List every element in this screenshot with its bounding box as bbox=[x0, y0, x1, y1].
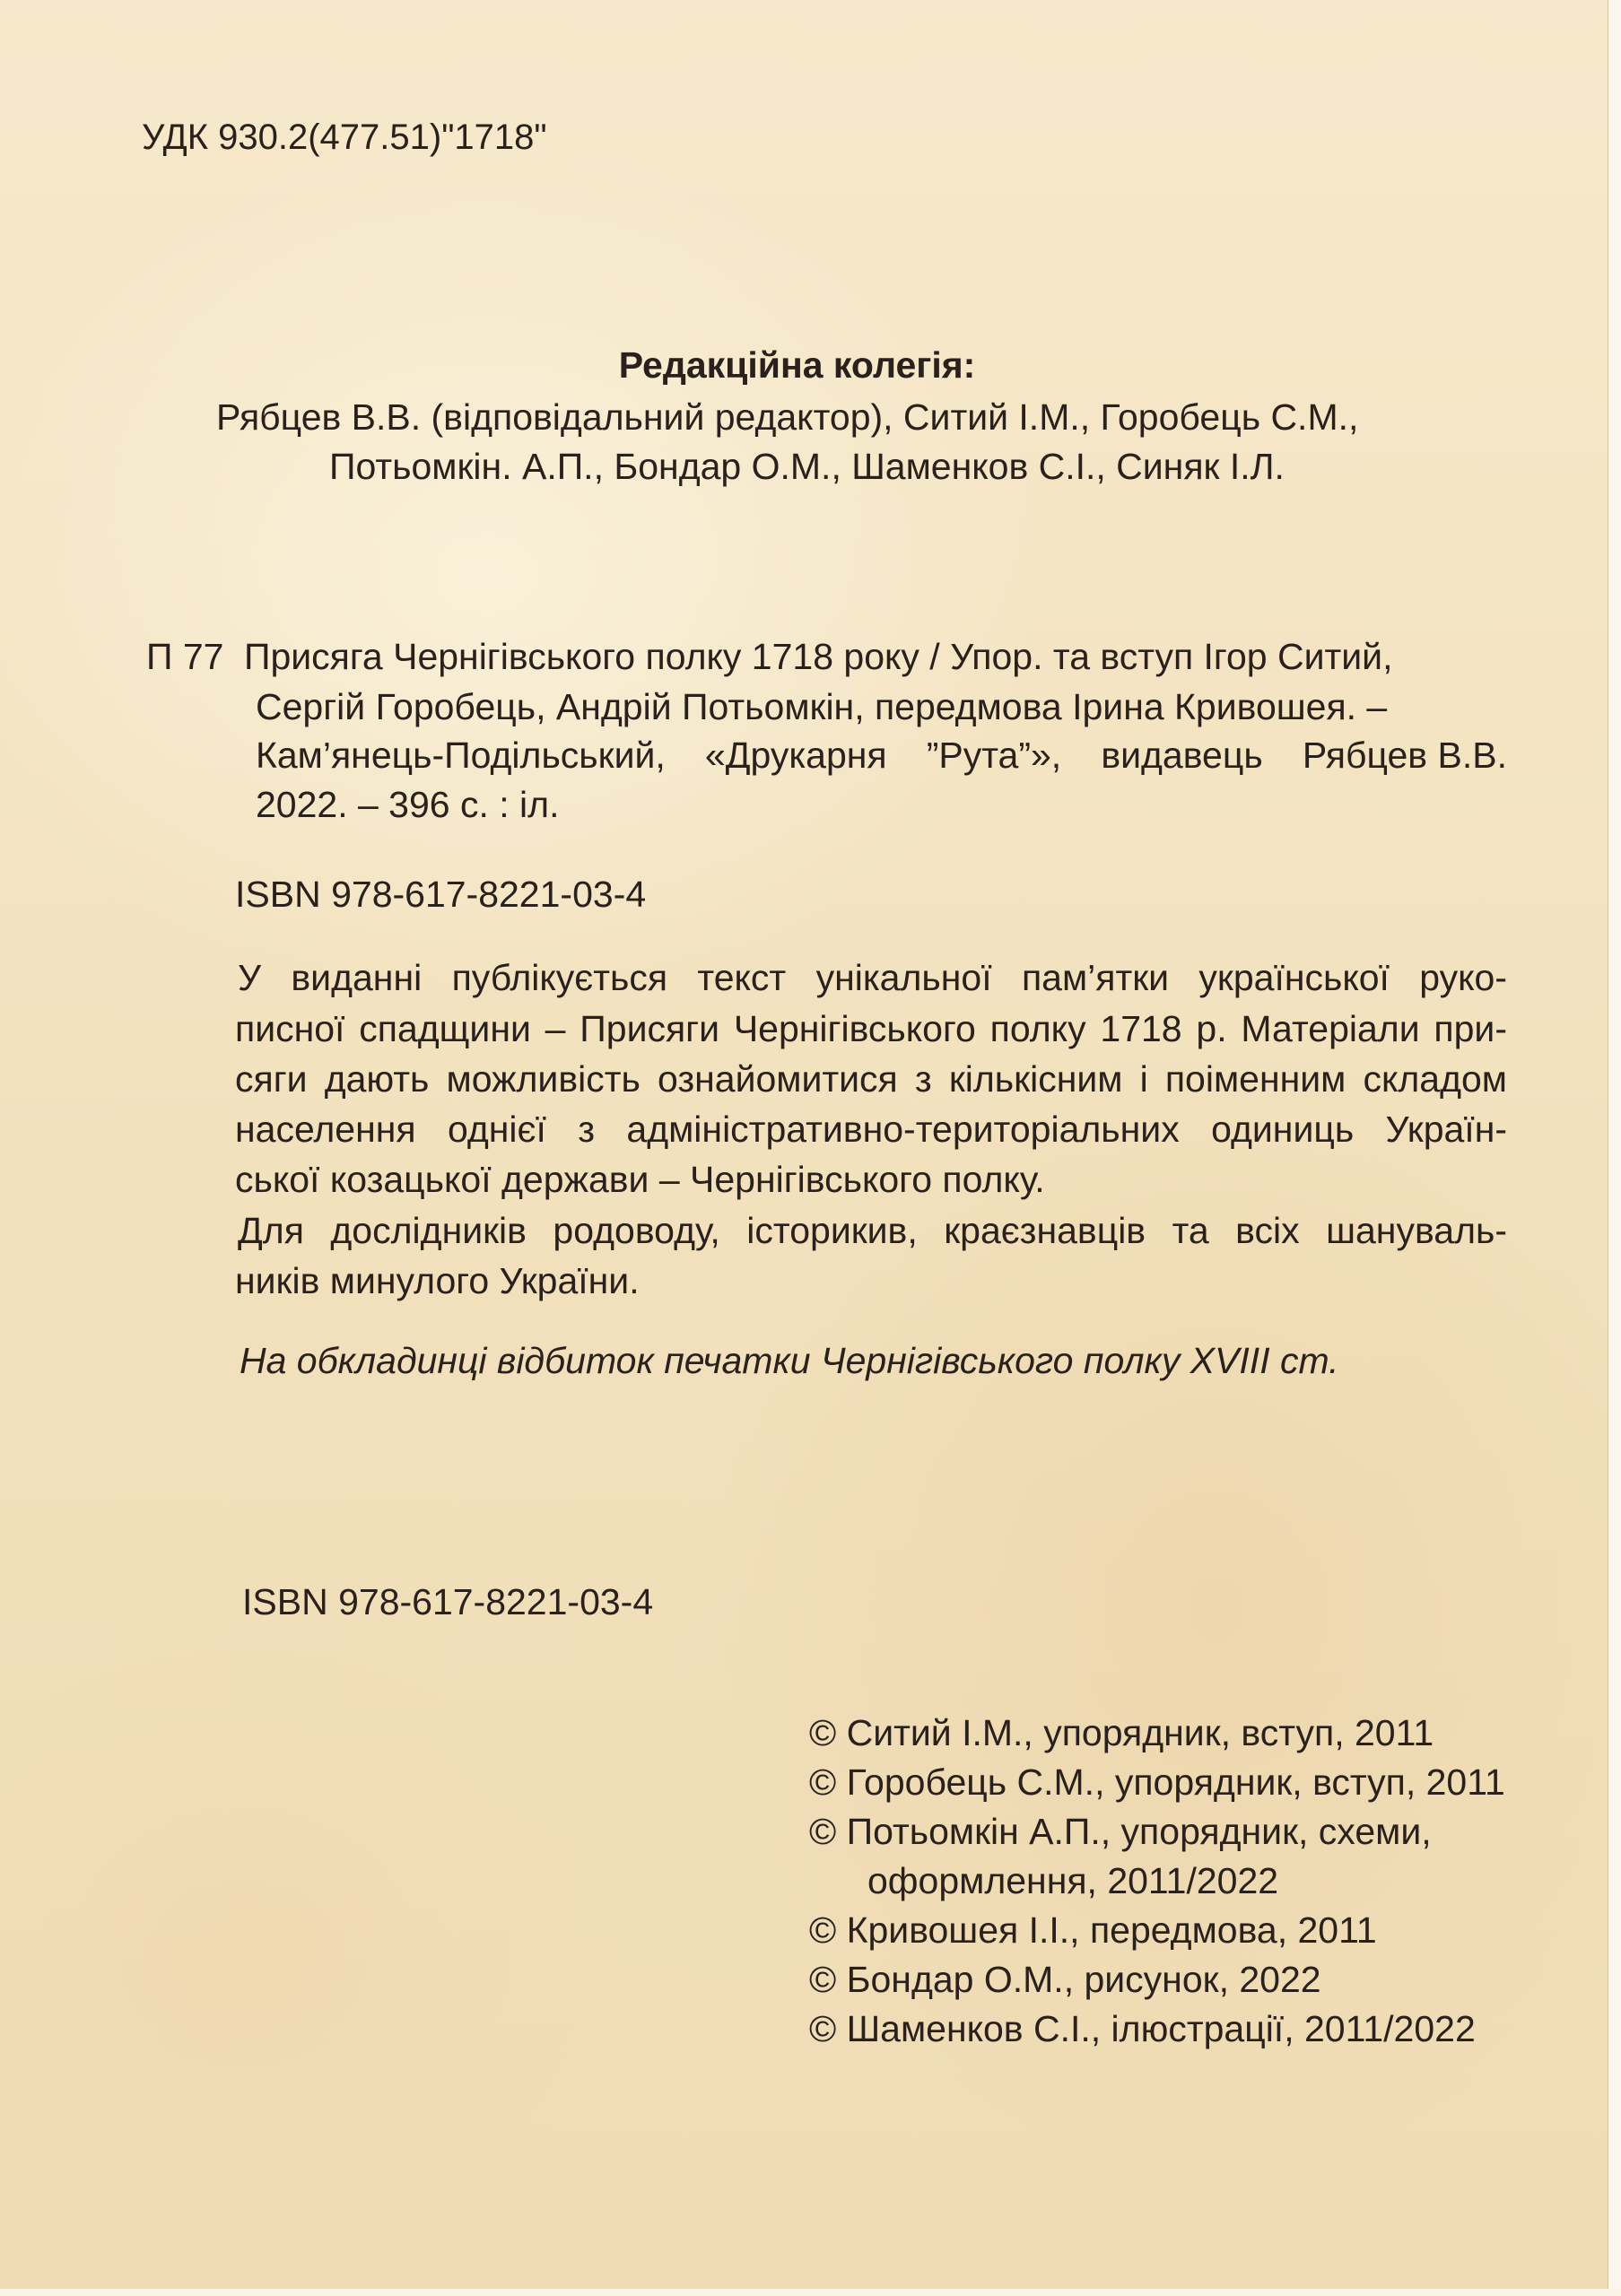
copyright-line: © Шаменков С.І., ілюстрації, 2011/2022 bbox=[809, 2008, 1476, 2049]
isbn-bottom: ISBN 978-617-8221-03-4 bbox=[242, 1581, 654, 1622]
description-line-6: Для дослідників родоводу, історикив, краєзнавців та всіх шануваль- bbox=[238, 1210, 1507, 1251]
catalog-entry-word: видавець bbox=[1101, 735, 1263, 776]
description-line-5: ської козацької держави – Чернігівського полку. bbox=[235, 1159, 1045, 1200]
copyright-block bbox=[809, 1709, 1505, 2054]
catalog-entry-line-4: 2022. – 396 с. : іл. bbox=[256, 784, 560, 825]
isbn-top: ISBN 978-617-8221-03-4 bbox=[235, 874, 647, 915]
editorial-board-line-2: Потьомкін. А.П., Бондар О.М., Шаменков С.І., Синяк І.Л. bbox=[329, 446, 1285, 487]
copyright-line: © Горобець С.М., упорядник, вступ, 2011 bbox=[809, 1761, 1505, 1803]
editorial-board-title: Редакційна колегія: bbox=[618, 344, 976, 386]
copyright-line: © Бондар О.М., рисунок, 2022 bbox=[809, 1959, 1321, 2000]
cover-note: На обкладинці відбиток печатки Чернігівського полку XVIII ст. bbox=[240, 1340, 1339, 1381]
description-line-4: населення однієї з адміністративно-територіальних одиниць Україн- bbox=[235, 1109, 1507, 1150]
copyright-line-continuation: оформлення, 2011/2022 bbox=[867, 1860, 1279, 1901]
catalog-entry-word: Рябцев В.В. bbox=[1302, 735, 1507, 776]
catalog-entry-word: Кам’янець-Подільський, bbox=[256, 735, 666, 776]
description-line-1: У виданні публікується текст унікальної пам’ятки української руко- bbox=[238, 957, 1507, 998]
description-line-3: сяги дають можливість ознайомитися з кількісним і поіменним складом bbox=[235, 1058, 1507, 1100]
description-line-2: писної спадщини – Присяги Чернігівського полку 1718 р. Матеріали при- bbox=[235, 1008, 1507, 1049]
catalog-code: П 77 bbox=[146, 636, 224, 677]
catalog-entry-word: «Друкарня bbox=[704, 735, 887, 776]
catalog-entry-line-3 bbox=[256, 733, 1507, 778]
catalog-entry-word: ”Рута”», bbox=[926, 735, 1062, 776]
description-line-7: ників минулого України. bbox=[235, 1260, 640, 1301]
catalog-entry-line-2: Сергій Горобець, Андрій Потьомкін, передмова Ірина Кривошея. – bbox=[256, 686, 1388, 727]
copyright-line: © Кривошея І.І., передмова, 2011 bbox=[809, 1909, 1377, 1951]
copyright-line: © Потьомкін А.П., упорядник, схеми, bbox=[809, 1811, 1432, 1852]
udk-code: УДК 930.2(477.51)"1718" bbox=[142, 117, 547, 157]
catalog-entry-line-1: Присяга Чернігівського полку 1718 року / Упор. та вступ Ігор Ситий, bbox=[244, 636, 1393, 677]
copyright-line: © Ситий І.М., упорядник, вступ, 2011 bbox=[809, 1712, 1434, 1753]
page-bottom-edge bbox=[0, 2289, 1621, 2296]
editorial-board-line-1: Рябцев В.В. (відповідальний редактор), Ситий І.М., Горобець С.М., bbox=[216, 396, 1359, 438]
